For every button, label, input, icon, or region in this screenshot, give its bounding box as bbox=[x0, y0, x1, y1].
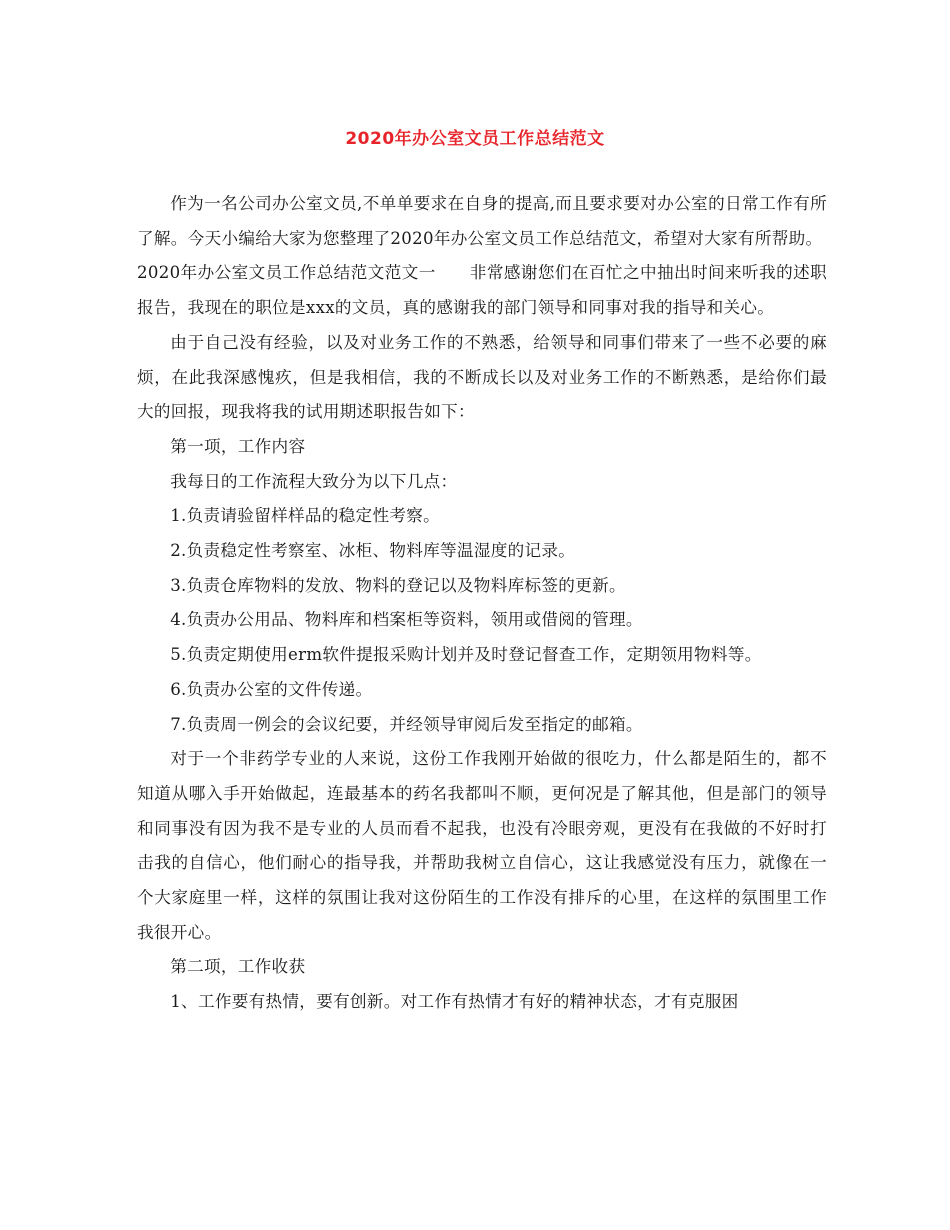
paragraph-section-heading: 2020年办公室文员工作总结范文范文一 非常感谢您们在百忙之中抽出时间来听我的述职报告，我现在的职位是xxx的文员，真的感谢我的部门领导和同事对我的指导和关心。 bbox=[137, 263, 827, 318]
list-item: 6.负责办公室的文件传递。 bbox=[170, 679, 373, 699]
list-item: 7.负责周一例会的会议纪要，并经领导审阅后发至指定的邮箱。 bbox=[170, 714, 643, 734]
document-title: 2020年办公室文员工作总结范文 bbox=[345, 129, 605, 149]
paragraph: 由于自己没有经验，以及对业务工作的不熟悉，给领导和同事们带来了一些不必要的麻烦，在此我深感愧疚，但是我相信，我的不断成长以及对业务工作的不断熟悉，是给你们最大的回报，现我将我的试用期述职报告如下： bbox=[137, 332, 827, 422]
document-body bbox=[137, 187, 827, 1020]
list-item: 5.负责定期使用erm软件提报采购计划并及时登记督查工作，定期领用物料等。 bbox=[170, 645, 762, 665]
list-item: 2.负责稳定性考察室、冰柜、物料库等温湿度的记录。 bbox=[170, 541, 576, 561]
paragraph: 对于一个非药学专业的人来说，这份工作我刚开始做的很吃力，什么都是陌生的，都不知道从哪入手开始做起，连最基本的药名我都叫不顺，更何况是了解其他，但是部门的领导和同事没有因为我不是专业的人员而看不起我，也没有冷眼旁观，更没有在我做的不好时打击我的自信心，他们耐心的指导我，并帮助我树立自信心，这让我感觉没有压力，就像在一个大家庭里一样，这样的氛围让我对这份陌生的工作没有排斥的心里，在这样的氛围里工作我很开心。 bbox=[137, 749, 827, 942]
paragraph: 1、工作要有热情，要有创新。对工作有热情才有好的精神状态，才有克服困 bbox=[170, 992, 739, 1012]
paragraph-intro: 作为一名公司办公室文员,不单单要求在自身的提高,而且要求要对办公室的日常工作有所了解。今天小编给大家为您整理了2020年办公室文员工作总结范文，希望对大家有所帮助。 bbox=[137, 194, 827, 248]
list-item: 1.负责请验留样样品的稳定性考察。 bbox=[170, 506, 441, 526]
list-item: 3.负责仓库物料的发放、物料的登记以及物料库标签的更新。 bbox=[170, 575, 626, 595]
list-item: 4.负责办公用品、物料库和档案柜等资料，领用或借阅的管理。 bbox=[170, 610, 643, 630]
paragraph-heading-work-gains: 第二项，工作收获 bbox=[170, 957, 306, 977]
paragraph-heading-work-content: 第一项，工作内容 bbox=[170, 436, 306, 456]
paragraph: 我每日的工作流程大致分为以下几点： bbox=[170, 471, 458, 491]
